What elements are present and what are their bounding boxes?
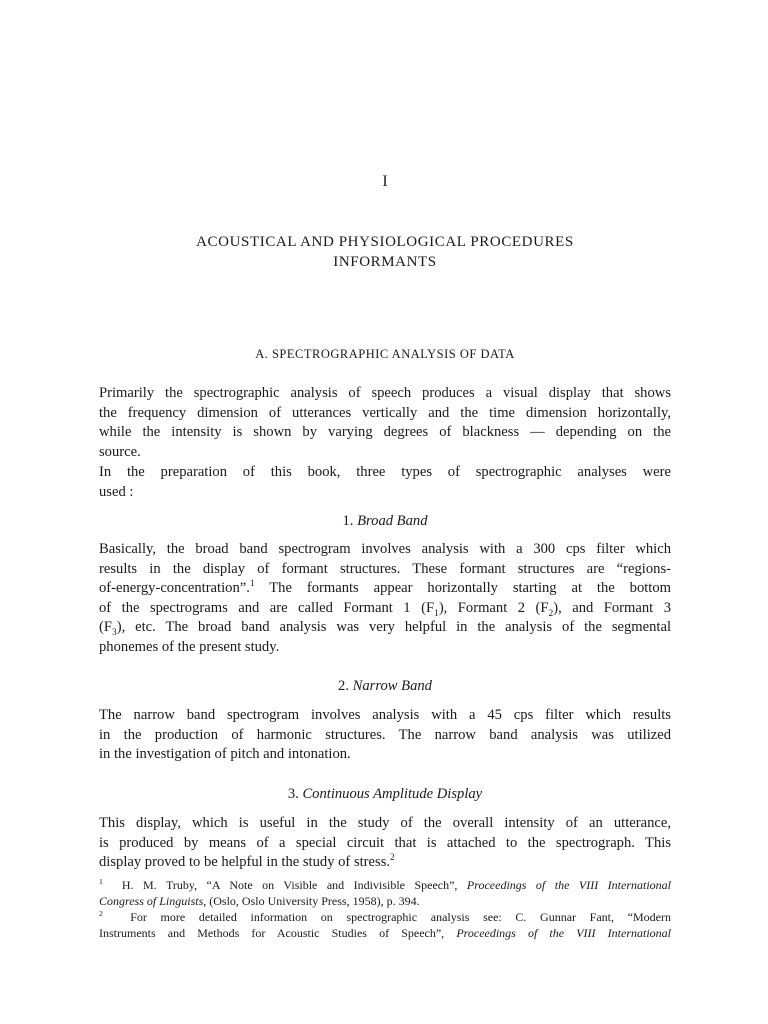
prep-line: [99, 463, 671, 483]
broad-band-line: [99, 579, 671, 599]
footnote-text: For more detailed information on spectrographic analysis see: C. Gunnar Fant, “Modern: [130, 910, 671, 924]
formant-subscript: 2: [548, 608, 554, 619]
broad-band-text: (F: [99, 619, 112, 635]
footnote-text: Instruments and Methods for Acoustic Studies of Speech”,: [99, 926, 445, 940]
broad-band-text: The formants appear horizontally starting at the bottom: [269, 580, 671, 596]
subsection-number: 3.: [287, 786, 299, 802]
chapter-title-line2: INFORMANTS: [333, 254, 437, 270]
intro-line: Primarily the spectrographic analysis of speech produces a visual display that shows: [99, 385, 671, 401]
footnote-marker: 1: [99, 877, 103, 886]
narrow-band-line: in the production of harmonic structures. The narrow band analysis was utilized: [99, 726, 671, 743]
broad-band-text: of the spectrograms and are called Formant 1 (F: [99, 599, 435, 616]
subsection-number: 1.: [342, 513, 354, 529]
prep-line-text: In the preparation of this book, three types of spectrographic analyses were: [99, 464, 671, 480]
subsection-title: Continuous Amplitude Display: [302, 786, 483, 802]
broad-band-line: [99, 618, 671, 638]
chapter-title: [99, 232, 671, 272]
broad-band-line: results in the display of formant structures. These formant structures are “regions-: [99, 560, 671, 577]
chapter-title-line1: ACOUSTICAL AND PHYSIOLOGICAL PROCEDURES: [196, 234, 574, 250]
footnote-italic: Proceedings of the VIII International: [466, 878, 672, 892]
footnote-ref: 2: [390, 853, 395, 864]
broad-band-line: [99, 599, 671, 619]
broad-band-paragraph: [99, 540, 671, 657]
preparation-paragraph: [99, 463, 671, 502]
prep-line: used :: [99, 483, 134, 500]
footnote-line: [99, 877, 671, 893]
broad-band-line: Basically, the broad band spectrogram involves analysis with a 300 cps filter which: [99, 541, 671, 557]
intro-paragraph: [99, 384, 671, 462]
footnote-text: , (Oslo, Oslo University Press, 1958), p. 394.: [203, 894, 420, 908]
broad-band-line: phonemes of the present study.: [99, 638, 280, 655]
continuous-line: is produced by means of a special circuit that is attached to the spectrograph. This: [99, 834, 671, 851]
continuous-text: display proved to be helpful in the study of stress.: [99, 854, 391, 870]
footnote-italic: Congress of Linguists: [99, 894, 204, 908]
footnote-italic: Proceedings of the VIII International: [456, 926, 671, 940]
footnotes: [99, 877, 671, 941]
footnote-line: [99, 909, 671, 925]
footnote-ref: 1: [249, 579, 255, 590]
subsection-number: 2.: [338, 678, 349, 694]
chapter-number: I: [382, 173, 388, 190]
intro-line: while the intensity is shown by varying degrees of blackness — depending on the: [99, 424, 671, 440]
subsection-heading-broad-band: [99, 513, 671, 530]
subsection-heading-continuous: [99, 786, 671, 803]
intro-line: source.: [99, 443, 141, 460]
footnote-marker: 2: [99, 909, 103, 918]
narrow-band-paragraph: [99, 706, 671, 765]
footnote-line: [99, 893, 671, 909]
narrow-band-line: The narrow band spectrogram involves analysis with a 45 cps filter which results: [99, 707, 671, 723]
broad-band-text: of-energy-concentration”.: [99, 580, 250, 596]
formant-subscript: 3: [111, 627, 117, 638]
continuous-line: This display, which is useful in the study of the overall intensity of an utterance,: [99, 815, 671, 831]
continuous-paragraph: [99, 814, 671, 873]
subsection-heading-narrow-band: [99, 678, 671, 695]
narrow-band-line: in the investigation of pitch and intonation.: [99, 746, 351, 762]
formant-subscript: 1: [434, 608, 439, 619]
subsection-title: Broad Band: [357, 513, 428, 529]
broad-band-text: ), Formant 2 (F: [438, 599, 549, 616]
subsection-title: Narrow Band: [352, 678, 432, 694]
broad-band-text: ), and Formant 3: [553, 599, 671, 616]
broad-band-text: ), etc. The broad band analysis was very helpful in the analysis of the segmental: [116, 619, 671, 635]
footnote-text: H. M. Truby, “A Note on Visible and Indivisible Speech”,: [121, 878, 458, 892]
continuous-line: [99, 853, 671, 873]
intro-line: the frequency dimension of utterances vertically and the time dimension horizontally,: [99, 404, 671, 421]
footnote-line: [99, 925, 671, 941]
section-heading: A. SPECTROGRAPHIC ANALYSIS OF DATA: [255, 347, 515, 361]
